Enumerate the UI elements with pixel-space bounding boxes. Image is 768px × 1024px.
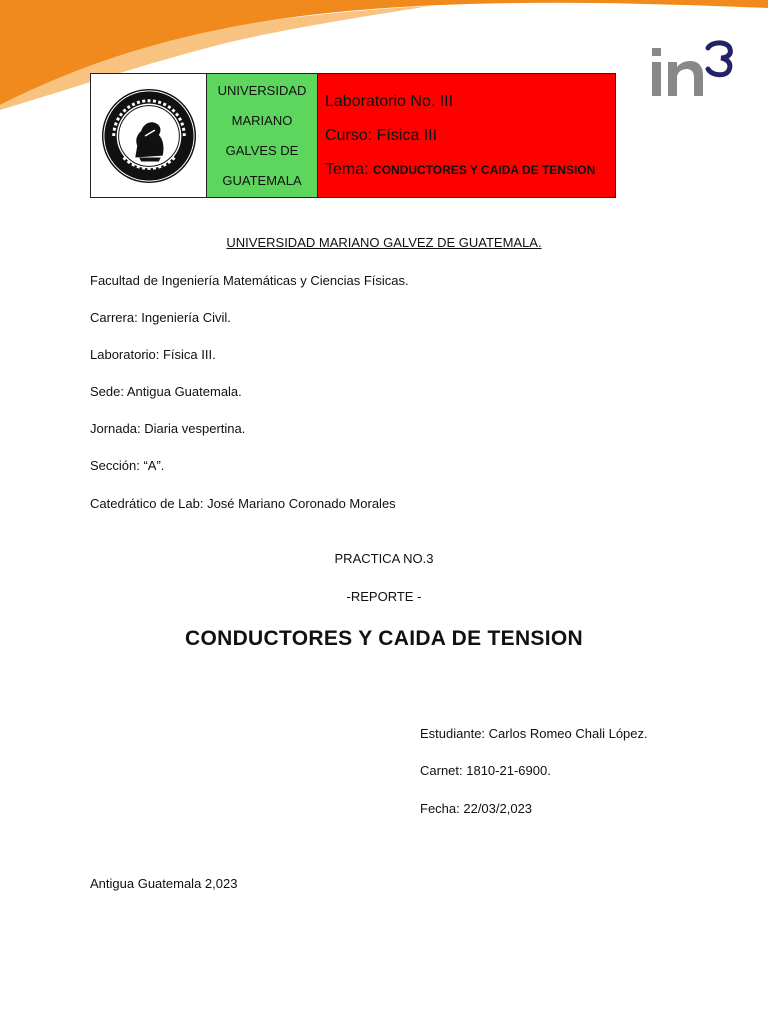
lab-label: Laboratorio No. III <box>325 92 454 110</box>
university-name-line: GALVES DE <box>225 142 299 158</box>
university-name-line: MARIANO <box>231 112 293 128</box>
schedule-line: Jornada: Diaria vespertina. <box>90 421 246 436</box>
header-table <box>90 73 616 198</box>
date-line: Fecha: 22/03/2,023 <box>420 801 533 816</box>
career-line: Carrera: Ingeniería Civil. <box>90 310 231 325</box>
instructor-line: Catedrático de Lab: José Mariano Coronado Morales <box>90 496 396 511</box>
topic-row <box>325 161 615 179</box>
in3-logo <box>648 40 738 104</box>
course-label: Curso: Física III <box>325 126 438 144</box>
faculty-line: Facultad de Ingeniería Matemáticas y Ciencias Físicas. <box>90 273 409 288</box>
laboratory-line: Laboratorio: Física III. <box>90 347 216 362</box>
university-name-cell <box>207 74 318 197</box>
topic-label: Tema: <box>325 160 369 178</box>
place-year-line: Antigua Guatemala 2,023 <box>90 876 238 891</box>
practice-number: PRACTICA NO.3 <box>334 551 434 566</box>
report-label: -REPORTE - <box>346 589 422 604</box>
institution-heading: UNIVERSIDAD MARIANO GALVEZ DE GUATEMALA. <box>226 235 542 250</box>
university-seal-cell <box>91 74 207 197</box>
university-seal <box>100 87 198 185</box>
student-line: Estudiante: Carlos Romeo Chali López. <box>420 726 648 741</box>
report-title: CONDUCTORES Y CAIDA DE TENSION <box>185 627 583 650</box>
university-name-line: UNIVERSIDAD <box>217 82 307 98</box>
university-name-line: GUATEMALA <box>222 172 302 188</box>
section-line: Sección: “A”. <box>90 458 165 473</box>
course-info-cell <box>318 74 615 197</box>
id-number-line: Carnet: 1810-21-6900. <box>420 763 551 778</box>
topic-value: CONDUCTORES Y CAIDA DE TENSION <box>373 162 596 177</box>
campus-line: Sede: Antigua Guatemala. <box>90 384 242 399</box>
